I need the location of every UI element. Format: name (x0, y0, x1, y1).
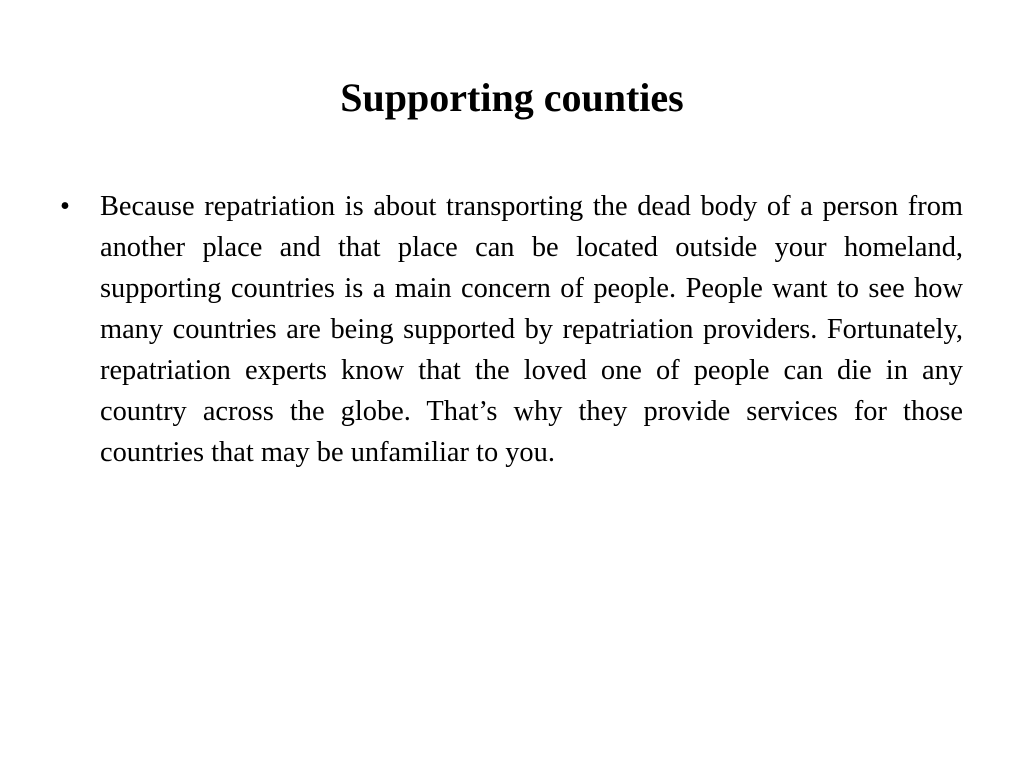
bullet-item (60, 186, 963, 473)
bullet-icon: • (60, 191, 70, 222)
bullet-text: Because repatriation is about transporting the dead body of a person from another place and that place can be located outside your homeland, supporting countries is a main concern of people. People want to see how many countries are being supported by repatriation providers. Fortunately, repatriation experts know that the loved one of people can die in any country across the globe. That’s why they provide services for those countries that may be unfamiliar to you. (100, 191, 963, 468)
bullet-list (60, 186, 963, 473)
slide-title: Supporting counties (340, 75, 684, 120)
